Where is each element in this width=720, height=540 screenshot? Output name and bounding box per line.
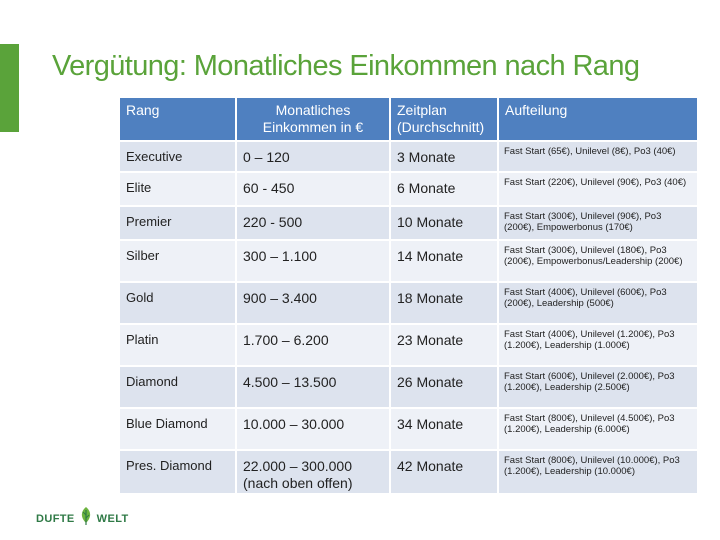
- income-cell: 300 – 1.100: [236, 240, 390, 282]
- table-row: [119, 282, 698, 324]
- header-rank: Rang: [119, 97, 236, 141]
- schedule-cell: 14 Monate: [390, 240, 498, 282]
- header-schedule: Zeitplan (Durchschnitt): [390, 97, 498, 141]
- table-row: [119, 240, 698, 282]
- schedule-cell: 34 Monate: [390, 408, 498, 450]
- accent-bar: [0, 44, 19, 132]
- slide-title: Vergütung: Monatliches Einkommen nach Rang: [52, 50, 640, 82]
- schedule-cell: 42 Monate: [390, 450, 498, 494]
- table-row: [119, 206, 698, 240]
- dufte-welt-logo: [36, 506, 129, 531]
- table-row: [119, 450, 698, 494]
- income-cell: 10.000 – 30.000: [236, 408, 390, 450]
- rank-cell: Silber: [119, 240, 236, 282]
- split-cell: Fast Start (400€), Unilevel (600€), Po3 (200€), Leadership (500€): [498, 282, 698, 324]
- income-cell: 900 – 3.400: [236, 282, 390, 324]
- split-cell: Fast Start (220€), Unilevel (90€), Po3 (40€): [498, 172, 698, 206]
- table-row: [119, 366, 698, 408]
- income-cell: 220 - 500: [236, 206, 390, 240]
- income-cell: 60 - 450: [236, 172, 390, 206]
- split-cell: Fast Start (400€), Unilevel (1.200€), Po3 (1.200€), Leadership (1.000€): [498, 324, 698, 366]
- logo-text-right: WELT: [96, 512, 129, 525]
- rank-cell: Premier: [119, 206, 236, 240]
- schedule-cell: 26 Monate: [390, 366, 498, 408]
- split-cell: Fast Start (800€), Unilevel (4.500€), Po3 (1.200€), Leadership (6.000€): [498, 408, 698, 450]
- rank-cell: Diamond: [119, 366, 236, 408]
- rank-cell: Blue Diamond: [119, 408, 236, 450]
- rank-cell: Executive: [119, 141, 236, 172]
- split-cell: Fast Start (65€), Unilevel (8€), Po3 (40€): [498, 141, 698, 172]
- table-row: [119, 408, 698, 450]
- split-cell: Fast Start (300€), Unilevel (180€), Po3 (200€), Empowerbonus/Leadership (200€): [498, 240, 698, 282]
- income-cell: 1.700 – 6.200: [236, 324, 390, 366]
- income-cell: 22.000 – 300.000 (nach oben offen): [236, 450, 390, 494]
- income-cell: 0 – 120: [236, 141, 390, 172]
- rank-cell: Pres. Diamond: [119, 450, 236, 494]
- split-cell: Fast Start (600€), Unilevel (2.000€), Po3 (1.200€), Leadership (2.500€): [498, 366, 698, 408]
- income-cell: 4.500 – 13.500: [236, 366, 390, 408]
- leaf-icon: [77, 506, 95, 531]
- rank-cell: Gold: [119, 282, 236, 324]
- rank-cell: Elite: [119, 172, 236, 206]
- logo-text-left: DUFTE: [36, 512, 75, 525]
- schedule-cell: 18 Monate: [390, 282, 498, 324]
- split-cell: Fast Start (300€), Unilevel (90€), Po3 (200€), Empowerbonus (170€): [498, 206, 698, 240]
- income-table: [118, 96, 699, 495]
- schedule-cell: 10 Monate: [390, 206, 498, 240]
- rank-cell: Platin: [119, 324, 236, 366]
- split-cell: Fast Start (800€), Unilevel (10.000€), Po3 (1.200€), Leadership (10.000€): [498, 450, 698, 494]
- table-row: [119, 324, 698, 366]
- header-split: Aufteilung: [498, 97, 698, 141]
- table-header-row: [119, 97, 698, 141]
- schedule-cell: 6 Monate: [390, 172, 498, 206]
- schedule-cell: 3 Monate: [390, 141, 498, 172]
- header-income: Monatliches Einkommen in €: [236, 97, 390, 141]
- table-row: [119, 172, 698, 206]
- table-row: [119, 141, 698, 172]
- schedule-cell: 23 Monate: [390, 324, 498, 366]
